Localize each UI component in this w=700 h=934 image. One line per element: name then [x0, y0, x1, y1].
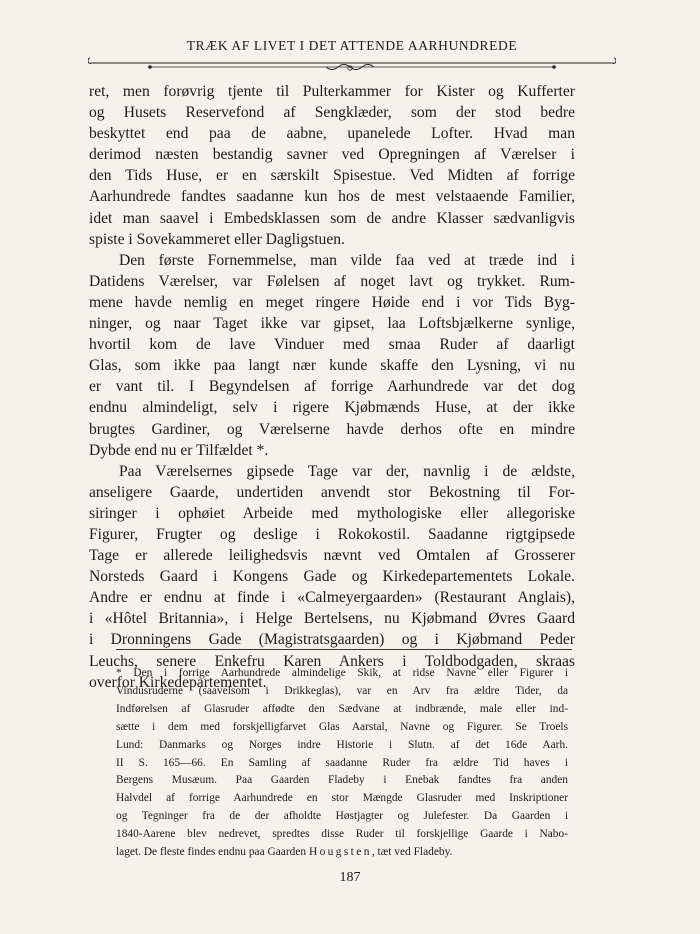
footnote-line: * Den i forrige Aarhundrede almindelige Skik, at ridse Navne eller Figurer i — [116, 667, 568, 679]
running-header — [88, 38, 616, 78]
text-line: Tage er allerede leilighedsvis nævnt ved Omtalen af Grosserer — [89, 547, 575, 565]
footnote-text: , tæt ved Fladeby. — [371, 846, 453, 859]
text-line: ret, men forøvrig tjente til Pulterkammer for Kister og Kufferter — [89, 83, 575, 100]
text-line: anseligere Gaarde, undertiden anvendt stor Bekostning til For- — [89, 483, 575, 501]
text-line: siringer i ophøiet Arbeide med mythologiske eller allegoriske — [89, 504, 575, 522]
text-line: beskyttet end paa de aabne, upanelede Lofter. Hvad man — [89, 125, 575, 143]
text-line: og Husets Reservefond af Sengklæder, som der stod bedre — [89, 104, 575, 122]
body-text — [89, 81, 575, 693]
footnote-line: Lund: Danmarks og Norges indre Historie i Slutn. af det 16de Aarh. — [116, 738, 568, 751]
text-line: ninger, og naar Taget ikke var gipset, laa Loftsbjælkerne synlige, — [89, 315, 575, 333]
header-ornament-rule — [88, 52, 616, 74]
text-line: Paa Værelsernes gipsede Tage var der, navnlig i de ældste, — [119, 462, 575, 480]
text-line: derimod næsten bestandig savner ved Opregningen af Værelser i — [89, 146, 575, 164]
text-line: Aarhundrede fandtes saadanne kun hos de mest velstaaende Familier, — [89, 188, 575, 206]
text-line: Datidens Værelser, var Følelsen af noget lavt og trykket. Rum- — [89, 272, 575, 290]
paragraph-3 — [89, 461, 575, 693]
text-line: i «Hôtel Britannia», i Helge Bertelsens, nu Kjøbmand Øvres Gaard — [89, 610, 575, 628]
text-line: Figurer, Frugter og deslige i Rokokostil. Saadanne rigtgipsede — [89, 525, 575, 543]
footnote-line: 1840-Aarene blev nedrevet, spredtes disse Ruder til forskjellige Gaarde i Nabo- — [116, 828, 568, 841]
page-number: 187 — [339, 870, 361, 885]
text-line: hvortil kom de lave Vinduer med smaa Ruder af daarligt — [89, 336, 575, 354]
running-title: TRÆK AF LIVET I DET ATTENDE AARHUNDREDE — [186, 38, 518, 53]
text-line: i Dronningens Gade (Magistratsgaarden) og i Kjøbmand Peder — [89, 631, 575, 649]
text-line: mene havde nemlig en meget ringere Høide end i vor Tids Byg- — [89, 293, 575, 311]
text-line: Glas, som ikke paa langt nær kunde skaffe den Lysning, vi nu — [89, 357, 575, 375]
footnote-line — [116, 844, 568, 862]
text-line: Dybde end nu er Tilfældet *. — [89, 441, 269, 459]
text-line: overfor Kirkedepartementet. — [89, 673, 267, 691]
footnote-text: laget. De fleste findes endnu paa Gaarden — [116, 846, 309, 859]
text-line: Leuchs, senere Enkefru Karen Ankers i Toldbodgaden, skraas — [89, 652, 575, 670]
footnote-line: og Tegninger fra de der afholdte Høstjagter og Julefester. Da Gaarden i — [116, 810, 568, 823]
footnote-line: Halvdel af forrige Aarhundrede en stor Mængde Glasruder med Inskriptioner — [116, 792, 568, 805]
text-line: Andre er endnu at finde i «Calmeyergaarden» (Restaurant Anglais), — [89, 589, 575, 607]
footnote-line: II S. 165—66. En Samling af saadanne Ruder fra ældre Tid haves i — [116, 756, 568, 769]
text-line: den Tids Huse, er en særskilt Spisestue. Ved Midten af forrige — [89, 167, 575, 185]
text-line: er vant til. I Begyndelsen af forrige Aarhundrede var det dog — [89, 378, 575, 396]
footnote-line: Bergens Musæum. Paa Gaarden Fladeby i Enebak fandtes fra anden — [116, 774, 568, 787]
text-line: Den første Fornemmelse, man vilde faa ved at træde ind i — [119, 251, 575, 269]
text-line: Norsteds Gaard i Kongens Gade og Kirkedepartementets Lokale. — [89, 568, 575, 586]
footnote-line: Indførelsen af Glasruder affødte den Sædvane at indbrænde, male eller ind- — [116, 702, 568, 715]
text-line: brugtes Gardiner, og Værelserne havde derhos ofte en mindre — [89, 420, 575, 438]
text-line: endnu almindeligt, selv i rigere Kjøbmænds Huse, at der ikke — [89, 399, 575, 417]
footnote-line: sætte i dem med forskjelligfarvet Glas Aarstal, Navne og Figurer. Se Troels — [116, 720, 568, 733]
text-line: idet man saavel i Embedsklassen som de andre Klasser sædvanligvis — [89, 209, 575, 227]
footnote-divider — [116, 649, 572, 650]
paragraph-1 — [89, 81, 575, 250]
footnote — [116, 665, 568, 862]
footnote-line: Vindusruderne (saavelsom i Drikkeglas), var en Arv fra ældre Tider, da — [116, 684, 568, 697]
text-line: spiste i Sovekammeret eller Dagligstuen. — [89, 230, 345, 248]
place-name: Hougsten — [308, 846, 372, 859]
paragraph-2 — [89, 250, 575, 461]
